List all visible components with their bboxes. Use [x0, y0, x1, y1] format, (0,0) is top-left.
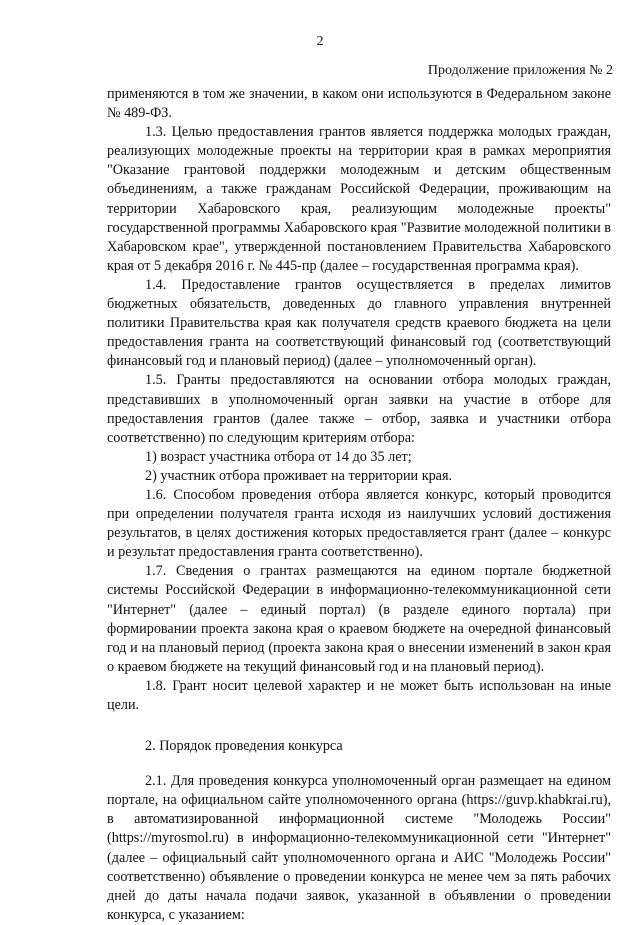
paragraph-1-3: 1.3. Целью предоставления грантов является поддержка молодых граждан, реализующих молодежные проекты на территории края в рамках мероприятия "Оказание грантовой поддержки молодежным и детским общественным объединениям, а также гражданам Российской Федерации, проживающим на территории Хабаровского края, реализующим молодежные проекты" государственной программы Хабаровского края "Развитие молодежной политики в Хабаровском крае", утвержденной постановлением Правительства Хабаровского края от 5 декабря 2016 г. № 445-пр (далее – государственная программа края).	[107, 124, 611, 274]
paragraph-1-7: 1.7. Сведения о грантах размещаются на едином портале бюджетной системы Российской Федерации в информационно-телекоммуникационной сети "Интернет" (далее – единый портал) (в разделе единого портала) при формировании проекта закона края о краевом бюджете на очередной финансовый год и на плановый период (проекта закона края о внесении изменений в закон края о краевом бюджете на текущий финансовый год и на плановый период).	[107, 563, 611, 675]
paragraph-1-8: 1.8. Грант носит целевой характер и не может быть использован на иные цели.	[107, 677, 611, 713]
document-body	[107, 85, 611, 925]
paragraph-1-5: 1.5. Гранты предоставляются на основании отбора молодых граждан, представивших в уполномоченный орган заявки на участие в отборе для предоставления грантов (далее также – отбор, заявка и участники отбора соответственно) по следующим критериям отбора:	[107, 372, 611, 446]
paragraph-1-4: 1.4. Предоставление грантов осуществляется в пределах лимитов бюджетных обязательств, доведенных до главного управления внутренней политики Правительства края как получателя средств краевого бюджета на цели предоставления гранта на соответствующий финансовый год (соответствующий финансовый год и плановый период) (далее – уполномоченный орган).	[107, 276, 611, 370]
criterion-item-1: 1) возраст участника отбора от 14 до 35 лет;	[145, 448, 412, 465]
page-number: 2	[316, 34, 324, 49]
paragraph-2-1: 2.1. Для проведения конкурса уполномоченный орган размещает на едином портале, на официальном сайте уполномоченного органа (https://guvp.khabkrai.ru), в автоматизированной информационной системе "Молодежь России" (https://myrosmol.ru) в информационно-телекоммуникационной сети "Интернет" (далее – официальный сайт уполномоченного органа и АИС "Молодежь России" соответственно) объявление о проведении конкурса не менее чем за пять рабочих дней до даты начала подачи заявок, указанной в объявлении о проведении конкурса, с указанием:	[107, 773, 611, 923]
paragraph-1-6: 1.6. Способом проведения отбора является конкурс, который проводится при определении получателя гранта исходя из наилучших условий достижения результатов, в целях достижения которых предоставляется грант (далее – конкурс и результат предоставления гранта соответственно).	[107, 486, 611, 561]
paragraph-continuation: применяются в том же значении, в каком они используются в Федеральном законе № 489-ФЗ.	[107, 86, 611, 122]
appendix-continuation-note: Продолжение приложения № 2	[427, 63, 613, 78]
section-heading: 2. Порядок проведения конкурса	[145, 738, 343, 755]
criterion-item-2: 2) участник отбора проживает на территории края.	[145, 467, 453, 484]
